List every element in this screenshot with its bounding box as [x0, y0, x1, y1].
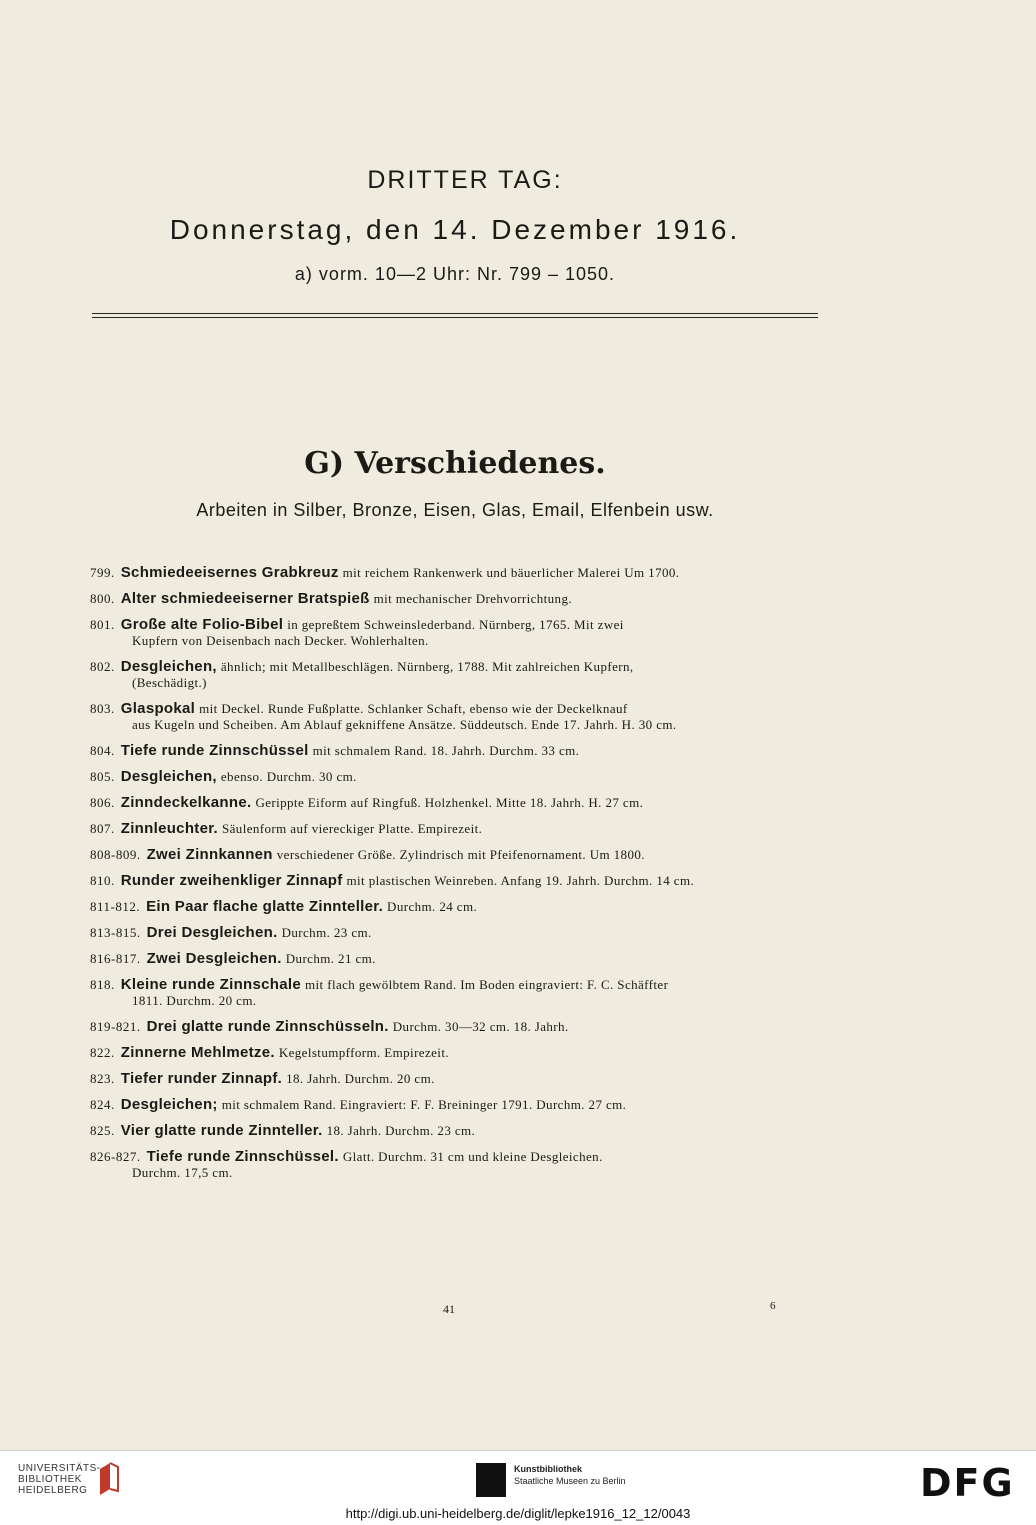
entry-title: Ein Paar flache glatte Zinnteller.: [146, 898, 384, 915]
entry-continuation: (Beschädigt.): [132, 675, 207, 690]
entry-title: Desgleichen,: [120, 768, 217, 785]
entry-description: ebenso. Durchm. 30 cm.: [220, 769, 357, 784]
entry-description: mit schmalem Rand. Eingraviert: F. F. Breininger 1791. Durchm. 27 cm.: [221, 1097, 627, 1112]
entry-title: Runder zweihenkliger Zinnapf: [120, 872, 343, 889]
signature-mark: 6: [770, 1300, 776, 1312]
entry-title: Große alte Folio-Bibel: [120, 616, 284, 633]
catalog-entry: [90, 951, 818, 967]
entry-description: Kegelstumpfform. Empirezeit.: [278, 1045, 449, 1060]
entry-title: Zinnleuchter.: [120, 820, 218, 837]
catalog-entry: [90, 1149, 818, 1181]
catalog-entry: [90, 769, 818, 785]
entry-number: 825.: [90, 1123, 115, 1138]
entry-description: in gepreßtem Schweinslederband. Nürnberg, 1765. Mit zwei: [287, 617, 624, 632]
entry-description: verschiedener Größe. Zylindrisch mit Pfeifenornament. Um 1800.: [276, 847, 645, 862]
entry-number: 807.: [90, 821, 115, 836]
entry-number: 804.: [90, 743, 115, 758]
entry-number: 808-809.: [90, 847, 141, 862]
entry-title: Drei glatte runde Zinnschüsseln.: [146, 1018, 389, 1035]
catalog-entry: [90, 743, 818, 759]
divider-rule: [92, 313, 818, 314]
section-title: G) Verschiedenes.: [304, 446, 606, 481]
catalog-entry: [90, 977, 818, 1009]
entry-number: 811-812.: [90, 899, 141, 914]
entry-description: mit plastischen Weinreben. Anfang 19. Jahrh. Durchm. 14 cm.: [346, 873, 695, 888]
page-number: 41: [443, 1302, 455, 1316]
catalog-entry: [90, 1019, 818, 1035]
entry-title: Desgleichen;: [120, 1096, 218, 1113]
catalog-entry: [90, 873, 818, 889]
entry-number: 806.: [90, 795, 115, 810]
entry-description: Durchm. 21 cm.: [285, 951, 376, 966]
catalog-entry: [90, 925, 818, 941]
entry-description: Durchm. 23 cm.: [281, 925, 372, 940]
catalog-entry: [90, 821, 818, 837]
entry-description: Säulenform auf viereckiger Platte. Empirezeit.: [222, 821, 483, 836]
entry-number: 800.: [90, 591, 115, 606]
catalog-entry: [90, 701, 818, 733]
entry-number: 823.: [90, 1071, 115, 1086]
kunstbibliothek-label: Kunstbibliothek Staatliche Museen zu Berlin: [514, 1464, 626, 1486]
catalog-list: [90, 565, 818, 1191]
entry-number: 810.: [90, 873, 115, 888]
catalog-entry: [90, 617, 818, 649]
entry-number: 799.: [90, 565, 115, 580]
catalog-entry: [90, 1071, 818, 1087]
footer-bar: [0, 1450, 1036, 1525]
day-heading: DRITTER TAG:: [367, 166, 563, 194]
catalog-entry: [90, 1045, 818, 1061]
entry-title: Zwei Zinnkannen: [146, 846, 273, 863]
entry-title: Tiefe runde Zinnschüssel.: [146, 1148, 339, 1165]
entry-description: mit Deckel. Runde Fußplatte. Schlanker Schaft, ebenso wie der Deckelknauf: [199, 701, 628, 716]
entry-description: mit mechanischer Drehvorrichtung.: [373, 591, 573, 606]
entry-description: mit flach gewölbtem Rand. Im Boden eingraviert: F. C. Schäffter: [305, 977, 669, 992]
section-subtitle: Arbeiten in Silber, Bronze, Eisen, Glas, Email, Elfenbein usw.: [196, 500, 714, 520]
entry-continuation: 1811. Durchm. 20 cm.: [132, 993, 257, 1008]
entry-description: mit schmalem Rand. 18. Jahrh. Durchm. 33 cm.: [312, 743, 580, 758]
catalog-entry: [90, 1123, 818, 1139]
ub-heidelberg-mark-icon: [96, 1461, 122, 1497]
entry-title: Alter schmiedeeiserner Bratspieß: [120, 590, 370, 607]
entry-number: 805.: [90, 769, 115, 784]
catalog-entry: [90, 899, 818, 915]
entry-continuation: aus Kugeln und Scheiben. Am Ablauf gekniffene Ansätze. Süddeutsch. Ende 17. Jahrh. H. 30 cm.: [132, 717, 677, 732]
entry-description: 18. Jahrh. Durchm. 23 cm.: [326, 1123, 476, 1138]
entry-title: Kleine runde Zinnschale: [120, 976, 302, 993]
entry-title: Vier glatte runde Zinnteller.: [120, 1122, 323, 1139]
entry-number: 816-817.: [90, 951, 141, 966]
entry-number: 801.: [90, 617, 115, 632]
permalink-url[interactable]: http://digi.ub.uni-heidelberg.de/diglit/lepke1916_12_12/0043: [345, 1506, 691, 1521]
entry-description: Durchm. 30—32 cm. 18. Jahrh.: [392, 1019, 569, 1034]
entry-number: 818.: [90, 977, 115, 992]
session-heading: a) vorm. 10—2 Uhr: Nr. 799 – 1050.: [294, 264, 616, 284]
catalog-entry: [90, 565, 818, 581]
entry-title: Zinnerne Mehlmetze.: [120, 1044, 275, 1061]
entry-title: Zinndeckelkanne.: [120, 794, 252, 811]
entry-description: mit reichem Rankenwerk und bäuerlicher Malerei Um 1700.: [342, 565, 680, 580]
entry-number: 826-827.: [90, 1149, 141, 1164]
entry-title: Schmiedeeisernes Grabkreuz: [120, 564, 339, 581]
entry-number: 803.: [90, 701, 115, 716]
catalog-entry: [90, 1097, 818, 1113]
entry-title: Drei Desgleichen.: [146, 924, 278, 941]
dfg-logo[interactable]: DFG: [920, 1461, 1015, 1505]
kunstbibliothek-logo-icon[interactable]: [476, 1463, 506, 1497]
entry-description: Glatt. Durchm. 31 cm und kleine Desgleichen.: [342, 1149, 603, 1164]
entry-number: 824.: [90, 1097, 115, 1112]
ub-heidelberg-logo[interactable]: UNIVERSITÄTS- BIBLIOTHEK HEIDELBERG: [18, 1463, 101, 1496]
entry-continuation: Durchm. 17,5 cm.: [132, 1165, 233, 1180]
entry-title: Glaspokal: [120, 700, 196, 717]
entry-title: Zwei Desgleichen.: [146, 950, 282, 967]
entry-continuation: Kupfern von Deisenbach nach Decker. Wohlerhalten.: [132, 633, 429, 648]
date-heading: Donnerstag, den 14. Dezember 1916.: [169, 214, 741, 245]
divider-rule: [92, 317, 818, 318]
entry-number: 822.: [90, 1045, 115, 1060]
entry-description: ähnlich; mit Metallbeschlägen. Nürnberg, 1788. Mit zahlreichen Kupfern,: [220, 659, 634, 674]
entry-description: Gerippte Eiform auf Ringfuß. Holzhenkel. Mitte 18. Jahrh. H. 27 cm.: [255, 795, 644, 810]
catalog-entry: [90, 591, 818, 607]
catalog-entry: [90, 795, 818, 811]
entry-number: 813-815.: [90, 925, 141, 940]
entry-title: Tiefe runde Zinnschüssel: [120, 742, 309, 759]
entry-number: 802.: [90, 659, 115, 674]
entry-description: 18. Jahrh. Durchm. 20 cm.: [286, 1071, 435, 1086]
entry-number: 819-821.: [90, 1019, 141, 1034]
entry-description: Durchm. 24 cm.: [387, 899, 478, 914]
entry-title: Desgleichen,: [120, 658, 217, 675]
catalog-entry: [90, 847, 818, 863]
entry-title: Tiefer runder Zinnapf.: [120, 1070, 283, 1087]
catalog-entry: [90, 659, 818, 691]
